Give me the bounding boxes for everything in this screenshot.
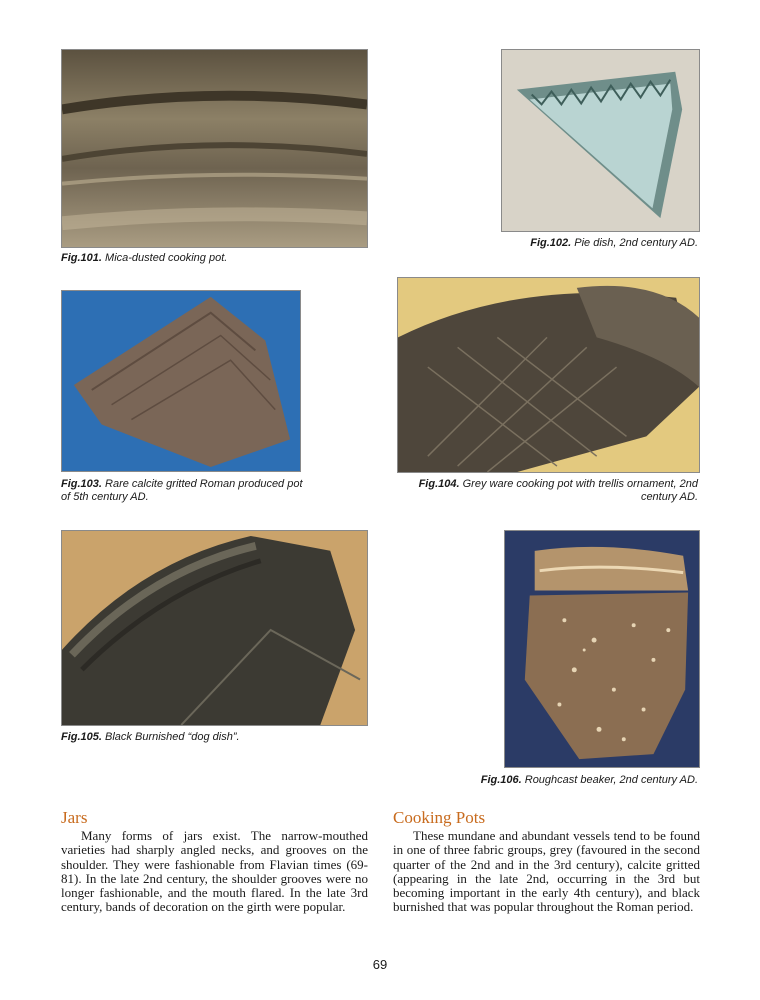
caption-text: Mica-dusted cooking pot.	[105, 252, 228, 264]
figure-105-caption	[61, 731, 368, 744]
page-number: 69	[372, 957, 388, 972]
cooking-pots-heading: Cooking Pots	[393, 808, 486, 827]
figure-number: Fig.105.	[61, 731, 102, 743]
cooking-pots-paragraph: These mundane and abundant vessels tend to be found in one of three fabric groups, grey (favoured in the second quarter of the 2nd and in the 3rd century), calcite gritted (appearing in the late 2nd, occurring in the 3rd but becoming important in the early 4th century), and black burnished that was popular throughout the Roman period.	[393, 828, 700, 915]
figure-103-caption	[61, 478, 306, 504]
caption-text: Grey ware cooking pot with trellis ornament, 2nd century AD.	[462, 478, 698, 503]
caption-text: Pie dish, 2nd century AD.	[574, 237, 698, 249]
figure-number: Fig.101.	[61, 252, 102, 264]
jars-heading: Jars	[61, 808, 88, 827]
figure-105-photo	[61, 530, 368, 726]
figure-number: Fig.106.	[480, 774, 522, 786]
figure-106-caption	[440, 774, 698, 787]
figure-number: Fig.104.	[418, 478, 460, 490]
figure-101-caption	[61, 252, 368, 265]
caption-text: Black Burnished “dog dish”.	[105, 731, 240, 743]
figure-101-photo	[61, 49, 368, 248]
figure-104-photo	[397, 277, 700, 473]
figure-103-photo	[61, 290, 301, 472]
figure-104-caption	[397, 478, 698, 504]
caption-text: Roughcast beaker, 2nd century AD.	[524, 774, 698, 786]
caption-text: Rare calcite gritted Roman produced pot of 5th century AD.	[61, 478, 303, 503]
figure-102-caption	[440, 237, 698, 250]
figure-number: Fig.103.	[61, 478, 102, 490]
figure-106-photo	[504, 530, 700, 768]
figure-102-photo	[501, 49, 700, 232]
figure-number: Fig.102.	[530, 237, 572, 249]
jars-paragraph: Many forms of jars exist. The narrow-mouthed varieties had sharply angled necks, and grooves on the shoulder. They were fashionable from Flavian times (69-81). In the late 2nd century, the shoulder grooves were no longer fashionable, and the mouth flared. In the late 3rd century, bands of decoration on the girth were popular.	[61, 828, 368, 915]
